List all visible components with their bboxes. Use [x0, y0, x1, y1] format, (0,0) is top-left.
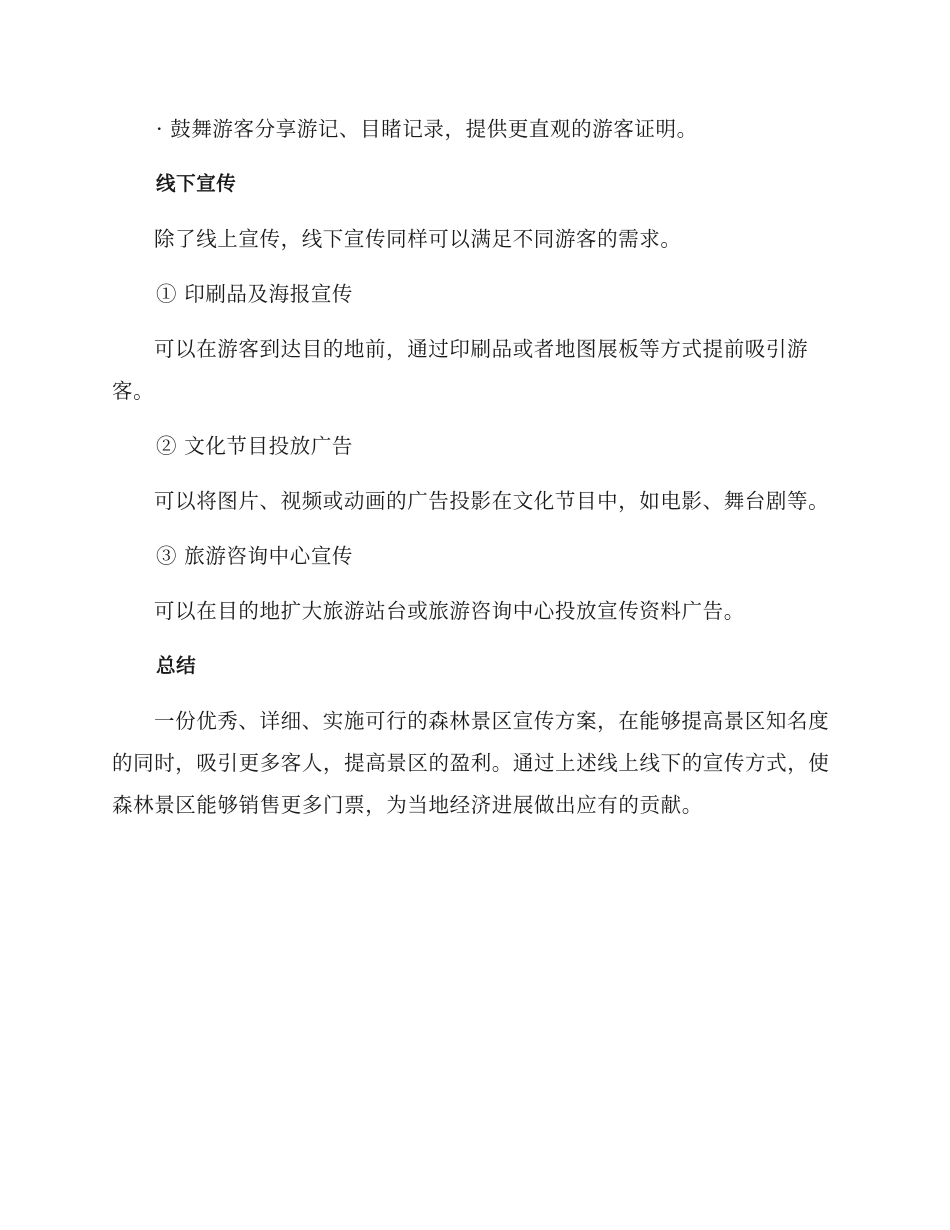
bullet-item: · 鼓舞游客分享游记、目睹记录，提供更直观的游客证明。	[156, 117, 698, 141]
list-item-body-1: 可以在游客到达目的地前，通过印刷品或者地图展板等方式提前吸引游客。	[112, 337, 809, 403]
list-item-body-3: 可以在目的地扩大旅游站台或旅游咨询中心投放宣传资料广告。	[154, 599, 745, 623]
list-item-body-2: 可以将图片、视频或动画的广告投影在文化节目中，如电影、舞台剧等。	[154, 489, 830, 513]
list-item-title-3: ③ 旅游咨询中心宣传	[156, 544, 354, 568]
section-heading-summary: 总结	[156, 654, 197, 677]
document-body	[112, 108, 832, 826]
paragraph-offline-intro: 除了线上宣传，线下宣传同样可以满足不同游客的需求。	[154, 227, 682, 251]
section-heading-offline: 线下宣传	[156, 172, 237, 195]
list-item-title-2: ② 文化节目投放广告	[156, 434, 354, 458]
paragraph-summary: 一份优秀、详细、实施可行的森林景区宣传方案，在能够提高景区知名度的同时，吸引更多客人，提高景区的盈利。通过上述线上线下的宣传方式，使森林景区能够销售更多门票，为当地经济进展做出应有的贡献。	[112, 709, 830, 817]
list-item-title-1: ① 印刷品及海报宣传	[156, 282, 354, 306]
